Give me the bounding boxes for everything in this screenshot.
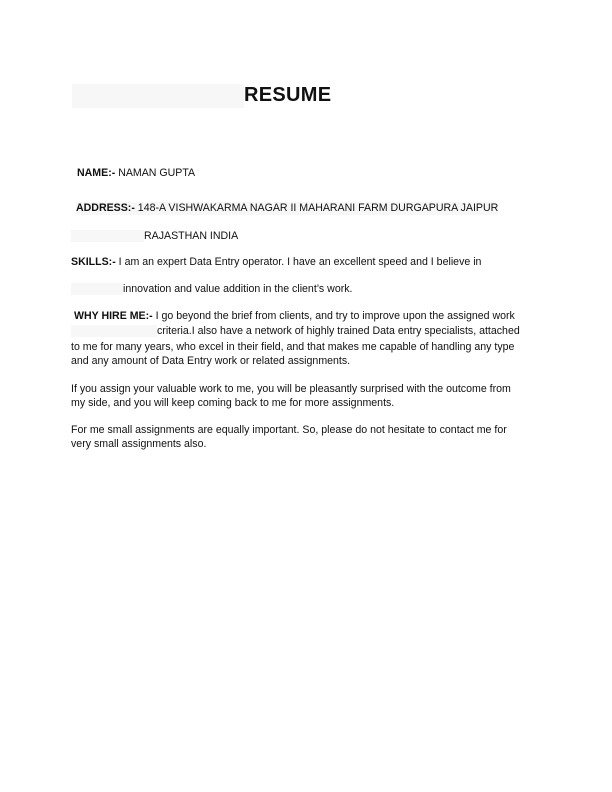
title-spacer — [72, 84, 244, 108]
address-value-1: 148-A VISHWAKARMA NAGAR II MAHARANI FARM DURGAPURA JAIPUR — [134, 202, 499, 214]
skills-line-2: innovation and value addition in the client’s work. — [123, 283, 353, 295]
paragraph-1-line-1: If you assign your valuable work to me, you will be pleasantly surprised with the outcome from — [71, 383, 511, 395]
why-hire-line-2: criteria.I also have a network of highly trained Data entry specialists, attached — [157, 325, 520, 337]
why-hire-line-4: and any amount of Data Entry work or related assignments. — [71, 355, 351, 367]
why-hire-line-3: to me for many years, who excel in their field, and that makes me capable of handling any type — [71, 341, 515, 353]
paragraph-2-line-2: very small assignments also. — [71, 438, 207, 450]
address-line-1 — [76, 202, 498, 215]
name-line — [77, 167, 195, 180]
skills-line-1 — [71, 256, 481, 269]
name-value: NAMAN GUPTA — [115, 167, 196, 179]
indent-spacer — [71, 230, 144, 242]
why-hire-value-1: I go beyond the brief from clients, and try to improve upon the assigned work — [152, 310, 515, 322]
indent-spacer — [71, 283, 123, 295]
paragraph-1-line-2: my side, and you will keep coming back to me for more assignments. — [71, 397, 395, 409]
name-label: NAME:- — [77, 167, 116, 179]
page-title: RESUME — [244, 84, 332, 106]
skills-label: SKILLS:- — [71, 256, 116, 268]
paragraph-2-line-1: For me small assignments are equally important. So, please do not hesitate to contact me for — [71, 424, 507, 436]
indent-spacer — [71, 325, 157, 337]
why-hire-line-1 — [74, 310, 515, 323]
address-line-2: RAJASTHAN INDIA — [144, 230, 239, 242]
skills-value-1: I am an expert Data Entry operator. I have an excellent speed and I believe in — [115, 256, 482, 268]
address-label: ADDRESS:- — [76, 202, 135, 214]
why-hire-label: WHY HIRE ME:- — [74, 310, 153, 322]
